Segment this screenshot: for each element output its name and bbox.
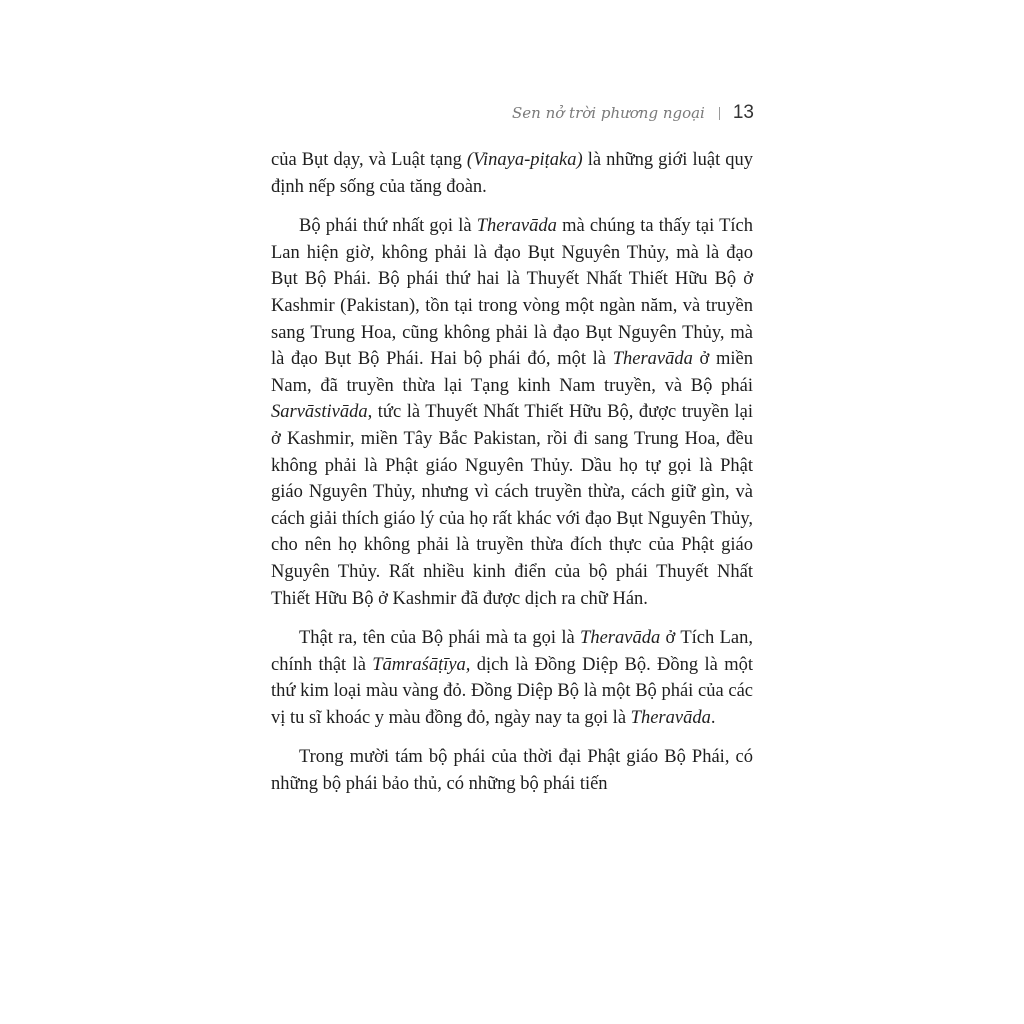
paragraph — [271, 625, 753, 731]
italic-term: Sarvāstivāda — [271, 402, 368, 423]
body-text — [271, 147, 753, 798]
book-title: Sen nở trời phương ngoại — [512, 104, 705, 122]
text-run: dịch là Đồng Diệp Bộ. Đồng là một thứ kim loại màu vàng đỏ. Đồng Diệp Bộ là một Bộ phái của các vị tu sĩ khoác y màu đồng đỏ, ngày nay ta gọi là — [271, 654, 753, 728]
text-run: mà chúng ta thấy tại Tích Lan hiện giờ, không phải là đạo Bụt Nguyên Thủy, mà là đạo Bụt Bộ Phái. Bộ phái thứ hai là Thuyết Nhất Thiết Hữu Bộ ở Kashmir (Pakistan), tồn tại trong vòng một ngàn năm, và truyền sang Trung Hoa, cũng không phải là đạo Bụt Nguyên Thủy, mà là đạo Bụt Bộ Phái. Hai bộ phái đó, một là — [271, 216, 754, 370]
text-run: ở Tích Lan, chính thật là — [271, 628, 753, 675]
text-run: , tức là Thuyết Nhất Thiết Hữu Bộ, được truyền lại ở Kashmir, miền Tây Bắc Pakistan, rồi đi sang Trung Hoa, đều không phải là Phật giáo Nguyên Thủy. Dầu họ tự gọi là Phật giáo Nguyên Thủy, nhưng vì cách truyền thừa, cách giữ gìn, và cách giải thích giáo lý của họ rất khác với đạo Bụt Nguyên Thủy, cho nên họ không phải là truyền thừa đích thực của Phật giáo Nguyên Thủy. Rất nhiều kinh điển của bộ phái Thuyết Nhất Thiết Hữu Bộ ở Kashmir đã được dịch ra chữ Hán. — [271, 402, 753, 609]
text-run: là những giới luật quy định nếp sống của tăng đoàn. — [271, 150, 753, 197]
italic-term: Tāmraśāṭīya, — [372, 654, 471, 675]
text-run: Thật ra, tên của Bộ phái mà ta gọi là — [299, 628, 581, 649]
text-run: . — [710, 707, 716, 728]
italic-term: (Vinaya-piṭaka) — [466, 150, 583, 170]
text-run: Trong mười tám bộ phái của thời đại Phật giáo Bộ Phái, có những bộ phái bảo thủ, có những bộ phái tiến — [271, 747, 753, 795]
header-separator — [719, 107, 720, 120]
paragraph — [271, 147, 753, 200]
italic-term: Theravāda — [630, 707, 711, 728]
text-run: ở miền Nam, đã truyền thừa lại Tạng kinh Nam truyền, và Bộ phái — [271, 349, 753, 396]
running-header — [512, 100, 754, 126]
italic-term: Theravāda — [580, 628, 661, 649]
text-run: Bộ phái thứ nhất gọi là — [299, 216, 477, 237]
page-number: 13 — [732, 102, 754, 123]
italic-term: Theravāda — [476, 216, 557, 237]
paragraph — [271, 213, 753, 612]
text-run: của Bụt dạy, và Luật tạng — [271, 150, 467, 170]
italic-term: Theravāda — [612, 349, 693, 370]
paragraph — [271, 744, 753, 797]
